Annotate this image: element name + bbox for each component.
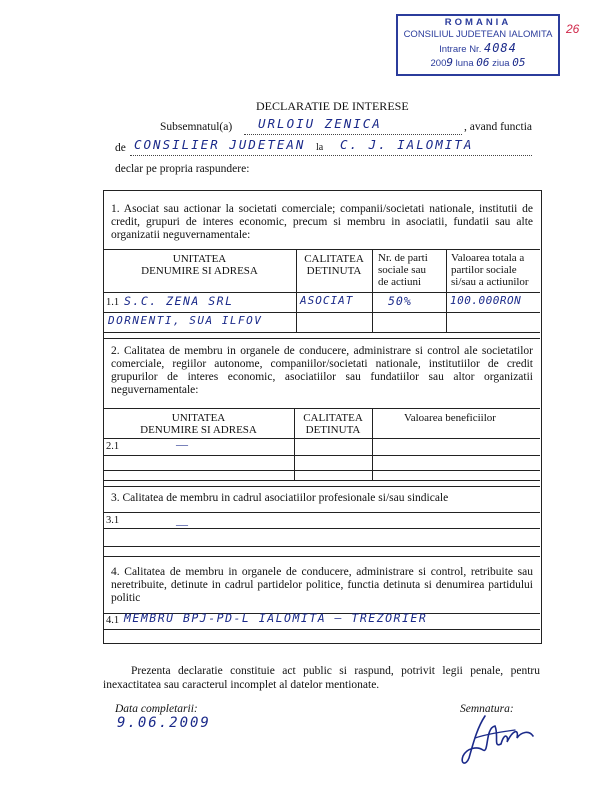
stamp-month-label: luna	[455, 58, 474, 69]
s1-header-value	[451, 252, 539, 288]
date-label: Data completarii:	[115, 703, 198, 715]
date-value: 9.06.2009	[117, 715, 211, 731]
s2-header-role	[294, 412, 372, 436]
s1-header-unit-line1: UNITATEA	[172, 253, 227, 265]
stamp-year-digit: 9	[446, 56, 453, 69]
stamp-country: ROMANIA	[444, 17, 512, 28]
stamp-year-prefix: 200	[430, 58, 447, 69]
section4-text: 4. Calitatea de membru in organele de conducere, administrare si control, retribuite sau neretribuite, detinute in cadrul partidelor politice, functia detinuta si denumirea partidului politic	[111, 566, 533, 604]
la-label: la	[316, 142, 324, 153]
s1-unit-address: DORNENTI, SUA ILFOV	[108, 314, 263, 327]
footer-statement: Prezenta declaratie constituie act public si raspund, potrivit legii penale, pentru inexactitatea sau caracterul incomplet al datelor mentionate.	[103, 665, 540, 691]
stamp-date	[398, 56, 558, 69]
s3-dash: —	[176, 517, 188, 531]
s4-entry: MEMBRU BPJ-PD-L IALOMITA — TREZORIER	[124, 611, 428, 625]
s2-row-prefix: 2.1	[106, 441, 120, 452]
s1-header-unit-line2: DENUMIRE SI ADRESA	[141, 265, 258, 277]
s1-header-value-line1: Valoarea totala a	[451, 252, 525, 264]
section2-text: 2. Calitatea de membru in organele de conducere, administrare si control ale societatilor comerciale, regiilor autonome, companiilor/societati nationale, institutiilor de credit grupurilor de interes economic, asociatiilor sau fundatiilor sau altor organizatii neguvernamentale:	[111, 345, 533, 396]
s1-header-unit	[103, 253, 296, 277]
signature-label: Semnatura:	[460, 703, 514, 715]
section1-text: 1. Asociat sau actionar la societati comerciale; companii/societati nationale, institutii de credit, grupuri de interes economic, precum si membru in asociatii, fundatii sau alte organizatii neguvernamentale:	[111, 203, 533, 241]
declare-text: declar pe propria raspundere:	[115, 163, 250, 175]
section3-text: 3. Calitatea de membru in cadrul asociatiilor profesionale si/sau sindicale	[111, 492, 449, 504]
s1-header-shares-line2: sociale sau	[378, 264, 426, 276]
s1-unit-name: S.C. ZENA SRL	[124, 294, 234, 308]
s1-header-shares	[378, 252, 446, 288]
stamp-day-label: ziua	[492, 58, 510, 69]
s2-header-unit-line2: DENUMIRE SI ADRESA	[140, 424, 257, 436]
institution-value: C. J. IALOMITA	[340, 137, 474, 152]
stamp-entry	[398, 41, 558, 55]
stamp-entry-label: Intrare Nr.	[439, 44, 482, 55]
s2-header-benefits: Valoarea beneficiilor	[404, 412, 496, 424]
declarant-name: URLOIU ZENICA	[258, 116, 382, 131]
stamp-entry-number: 4084	[483, 41, 517, 55]
de-label: de	[115, 142, 126, 154]
s2-dash: —	[176, 437, 188, 451]
s1-role: ASOCIAT	[300, 294, 354, 307]
signature-mark	[455, 708, 550, 770]
s1-header-role-line2: DETINUTA	[306, 265, 362, 277]
s1-header-shares-line1: Nr. de parti	[378, 252, 428, 264]
s1-header-role-line1: CALITATEA	[304, 253, 364, 265]
s2-header-unit-line1: UNITATEA	[171, 412, 226, 424]
stamp-institution: CONSILIUL JUDETEAN IALOMITA	[403, 29, 553, 40]
s1-header-role	[296, 253, 372, 277]
s2-header-unit	[103, 412, 294, 436]
stamp-day: 05	[512, 56, 526, 69]
function-value: CONSILIER JUDETEAN	[134, 137, 306, 152]
function-label: , avand functia	[464, 121, 533, 133]
page-number: 26	[566, 22, 580, 36]
s1-header-value-line3: si/sau a actiunilor	[451, 276, 529, 288]
stamp-month: 06	[476, 56, 490, 69]
signed-label: Subsemnatul(a)	[160, 121, 233, 133]
s1-value: 100.000RON	[450, 294, 522, 307]
page-title: DECLARATIE DE INTERESE	[256, 99, 409, 113]
s2-header-role-line1: CALITATEA	[303, 412, 363, 424]
s4-row-prefix: 4.1	[106, 615, 120, 626]
s1-header-value-line2: partilor sociale	[451, 264, 517, 276]
s1-header-shares-line3: de actiuni	[378, 276, 422, 288]
s1-shares: 50%	[388, 294, 412, 308]
registration-stamp	[396, 14, 560, 76]
s1-row-prefix: 1.1	[106, 297, 120, 308]
s2-header-role-line2: DETINUTA	[305, 424, 361, 436]
s3-row-prefix: 3.1	[106, 515, 120, 526]
